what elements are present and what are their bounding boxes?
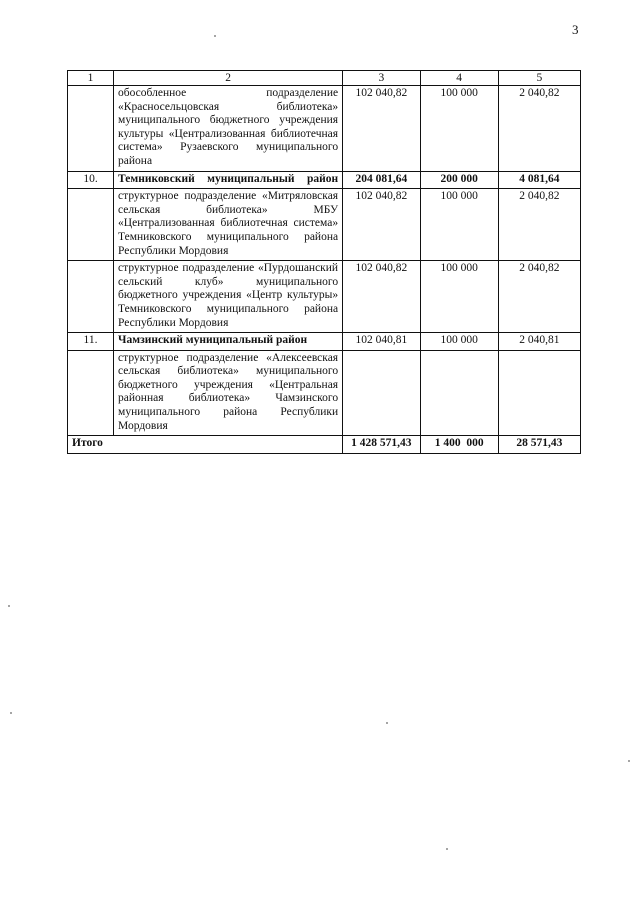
allocation-table xyxy=(67,70,581,454)
row-number xyxy=(68,189,114,261)
recipient-name: структурное подразделение «Митряловская сельская библиотека» МБУ «Централизованная библиотечная система» Темниковского муниципального района Республики Мордовия xyxy=(114,189,343,261)
total-amount: 1 428 571,43 xyxy=(343,436,420,454)
scan-speck xyxy=(386,722,388,724)
table-row xyxy=(68,261,581,333)
total-regional: 28 571,43 xyxy=(498,436,580,454)
district-name: Чамзинский муниципальный район xyxy=(114,333,343,351)
scan-speck xyxy=(8,605,10,607)
header-cell: 2 xyxy=(114,71,343,86)
header-cell: 3 xyxy=(343,71,420,86)
scan-speck xyxy=(446,848,448,850)
amount-federal: 100 000 xyxy=(420,261,498,333)
recipient-name: структурное подразделение «Алексеевская сельская библиотека» муниципального бюджетного учреждения «Центральная районная библиотека» Чамзинского муниципального района Республики Мордовия xyxy=(114,350,343,436)
scan-speck xyxy=(628,760,630,762)
row-number xyxy=(68,350,114,436)
amount-total: 102 040,81 xyxy=(343,333,420,351)
table-row-district xyxy=(68,171,581,189)
header-cell: 4 xyxy=(420,71,498,86)
amount-regional: 2 040,82 xyxy=(498,86,580,172)
header-cell: 1 xyxy=(68,71,114,86)
amount-regional: 2 040,81 xyxy=(498,333,580,351)
amount-total: 102 040,82 xyxy=(343,86,420,172)
scan-speck xyxy=(10,712,12,714)
table-row xyxy=(68,86,581,172)
amount-regional: 4 081,64 xyxy=(498,171,580,189)
amount-federal xyxy=(420,350,498,436)
recipient-name: структурное подразделение «Пурдошанский сельский клуб» муниципального бюджетного учреждения «Центр культуры» Темниковского муниципального района Республики Мордовия xyxy=(114,261,343,333)
amount-federal: 100 000 xyxy=(420,333,498,351)
scan-speck xyxy=(214,35,216,37)
amount-total: 204 081,64 xyxy=(343,171,420,189)
row-number: 11. xyxy=(68,333,114,351)
total-row xyxy=(68,436,581,454)
amount-federal: 100 000 xyxy=(420,86,498,172)
row-number xyxy=(68,86,114,172)
table-header-row xyxy=(68,71,581,86)
table-row xyxy=(68,350,581,436)
amount-total: 102 040,82 xyxy=(343,261,420,333)
amount-federal: 100 000 xyxy=(420,189,498,261)
page-number: 3 xyxy=(572,22,579,37)
amount-total: 102 040,82 xyxy=(343,189,420,261)
row-number: 10. xyxy=(68,171,114,189)
row-number xyxy=(68,261,114,333)
header-cell: 5 xyxy=(498,71,580,86)
total-label: Итого xyxy=(68,436,343,454)
amount-federal: 200 000 xyxy=(420,171,498,189)
amount-regional: 2 040,82 xyxy=(498,261,580,333)
table-row-district xyxy=(68,333,581,351)
amount-total xyxy=(343,350,420,436)
amount-regional xyxy=(498,350,580,436)
amount-regional: 2 040,82 xyxy=(498,189,580,261)
total-federal: 1 400 000 xyxy=(420,436,498,454)
recipient-name: обособленное подразделение «Красносельцовская библиотека» муниципального бюджетного учреждения культуры «Централизованная библиотечная система» Рузаевского муниципального района xyxy=(114,86,343,172)
table-row xyxy=(68,189,581,261)
district-name: Темниковский муниципальный район xyxy=(114,171,343,189)
